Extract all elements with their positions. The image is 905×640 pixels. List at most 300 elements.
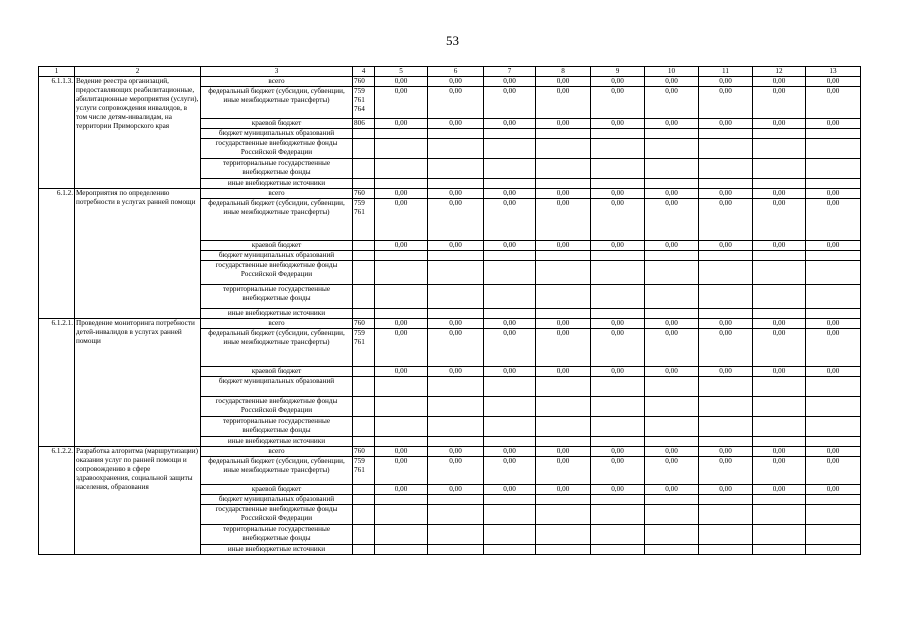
value-cell — [645, 261, 699, 285]
value-cell: 0,00 — [428, 447, 484, 457]
source-other: иные внебюджетные источники — [201, 545, 353, 555]
value-cell — [536, 377, 591, 397]
budget-code: 760 — [353, 189, 375, 199]
budget-code: 806 — [353, 119, 375, 129]
header-cell-11: 11 — [699, 67, 753, 77]
value-cell: 0,00 — [375, 319, 428, 329]
budget-code: 759 761 — [353, 199, 375, 241]
value-cell — [536, 505, 591, 525]
source-state-funds: государственные внебюджетные фонды Российской Федерации — [201, 397, 353, 417]
value-cell: 0,00 — [699, 87, 753, 119]
source-municipal: бюджет муниципальных образований — [201, 495, 353, 505]
value-cell — [375, 495, 428, 505]
value-cell — [428, 437, 484, 447]
value-cell: 0,00 — [428, 119, 484, 129]
value-cell — [428, 505, 484, 525]
budget-code — [353, 139, 375, 159]
value-cell — [484, 285, 536, 309]
source-terr-funds: территориальные государственные внебюджетные фонды — [201, 285, 353, 309]
value-cell: 0,00 — [484, 77, 536, 87]
value-cell — [591, 495, 645, 505]
header-row — [39, 67, 861, 77]
value-cell: 0,00 — [753, 319, 806, 329]
source-regional: краевой бюджет — [201, 485, 353, 495]
budget-code — [353, 309, 375, 319]
value-cell: 0,00 — [645, 485, 699, 495]
budget-code — [353, 261, 375, 285]
value-cell — [753, 261, 806, 285]
value-cell: 0,00 — [536, 367, 591, 377]
value-cell — [591, 159, 645, 179]
value-cell — [484, 261, 536, 285]
value-cell: 0,00 — [591, 87, 645, 119]
value-cell — [536, 129, 591, 139]
value-cell: 0,00 — [806, 87, 861, 119]
value-cell — [375, 251, 428, 261]
value-cell — [484, 139, 536, 159]
source-terr-funds: территориальные государственные внебюджетные фонды — [201, 417, 353, 437]
value-cell: 0,00 — [536, 87, 591, 119]
value-cell — [591, 505, 645, 525]
value-cell: 0,00 — [484, 319, 536, 329]
value-cell: 0,00 — [484, 241, 536, 251]
value-cell: 0,00 — [806, 367, 861, 377]
value-cell: 0,00 — [428, 87, 484, 119]
source-federal: федеральный бюджет (субсидии, субвенции, иные межбюджетные трансферты) — [201, 199, 353, 241]
value-cell — [699, 129, 753, 139]
value-cell: 0,00 — [375, 485, 428, 495]
value-cell: 0,00 — [591, 485, 645, 495]
value-cell: 0,00 — [428, 329, 484, 367]
source-municipal: бюджет муниципальных образований — [201, 377, 353, 397]
value-cell — [591, 251, 645, 261]
page-number: 53 — [446, 33, 459, 48]
value-cell — [591, 377, 645, 397]
value-cell — [806, 251, 861, 261]
header-cell-7: 7 — [484, 67, 536, 77]
value-cell: 0,00 — [645, 329, 699, 367]
header-cell-8: 8 — [536, 67, 591, 77]
value-cell — [591, 397, 645, 417]
budget-code — [353, 159, 375, 179]
value-cell — [484, 525, 536, 545]
value-cell — [699, 417, 753, 437]
value-cell — [375, 129, 428, 139]
value-cell — [591, 525, 645, 545]
section-id: 6.1.2.2. — [39, 447, 75, 555]
value-cell — [806, 437, 861, 447]
value-cell — [645, 251, 699, 261]
value-cell — [806, 179, 861, 189]
value-cell — [806, 495, 861, 505]
header-cell-1: 1 — [39, 67, 75, 77]
value-cell — [806, 417, 861, 437]
header-cell-6: 6 — [428, 67, 484, 77]
value-cell — [699, 397, 753, 417]
value-cell — [428, 129, 484, 139]
value-cell — [645, 397, 699, 417]
value-cell — [591, 179, 645, 189]
value-cell — [806, 285, 861, 309]
budget-code — [353, 437, 375, 447]
value-cell — [428, 251, 484, 261]
budget-code — [353, 397, 375, 417]
value-cell — [806, 139, 861, 159]
source-total: всего — [201, 319, 353, 329]
value-cell: 0,00 — [484, 199, 536, 241]
value-cell: 0,00 — [428, 367, 484, 377]
value-cell: 0,00 — [806, 119, 861, 129]
value-cell — [375, 545, 428, 555]
value-cell — [699, 495, 753, 505]
table-row — [39, 319, 861, 329]
source-state-funds: государственные внебюджетные фонды Российской Федерации — [201, 505, 353, 525]
value-cell — [536, 179, 591, 189]
source-municipal: бюджет муниципальных образований — [201, 251, 353, 261]
value-cell — [806, 261, 861, 285]
budget-table — [38, 66, 861, 555]
value-cell — [699, 139, 753, 159]
source-state-funds: государственные внебюджетные фонды Российской Федерации — [201, 139, 353, 159]
value-cell — [428, 495, 484, 505]
value-cell: 0,00 — [699, 241, 753, 251]
value-cell: 0,00 — [591, 77, 645, 87]
value-cell: 0,00 — [375, 241, 428, 251]
value-cell — [375, 261, 428, 285]
source-regional: краевой бюджет — [201, 119, 353, 129]
value-cell: 0,00 — [536, 119, 591, 129]
value-cell: 0,00 — [645, 457, 699, 485]
value-cell: 0,00 — [536, 77, 591, 87]
value-cell — [753, 505, 806, 525]
value-cell — [645, 179, 699, 189]
value-cell — [753, 251, 806, 261]
value-cell — [699, 525, 753, 545]
header-cell-5: 5 — [375, 67, 428, 77]
value-cell: 0,00 — [428, 77, 484, 87]
value-cell: 0,00 — [536, 329, 591, 367]
source-federal: федеральный бюджет (субсидии, субвенции, иные межбюджетные трансферты) — [201, 457, 353, 485]
value-cell — [591, 129, 645, 139]
value-cell — [536, 159, 591, 179]
budget-code — [353, 179, 375, 189]
value-cell — [645, 285, 699, 309]
value-cell — [536, 545, 591, 555]
section-id: 6.1.2. — [39, 189, 75, 319]
value-cell: 0,00 — [753, 457, 806, 485]
value-cell — [645, 377, 699, 397]
value-cell — [484, 505, 536, 525]
value-cell: 0,00 — [536, 447, 591, 457]
source-terr-funds: территориальные государственные внебюджетные фонды — [201, 525, 353, 545]
value-cell: 0,00 — [536, 457, 591, 485]
value-cell: 0,00 — [591, 119, 645, 129]
value-cell — [699, 159, 753, 179]
value-cell — [699, 251, 753, 261]
value-cell: 0,00 — [536, 485, 591, 495]
budget-code: 759 761 — [353, 329, 375, 367]
budget-code: 759 761 764 — [353, 87, 375, 119]
value-cell: 0,00 — [806, 199, 861, 241]
value-cell: 0,00 — [428, 241, 484, 251]
value-cell — [699, 545, 753, 555]
value-cell — [428, 545, 484, 555]
value-cell — [484, 251, 536, 261]
value-cell — [645, 525, 699, 545]
value-cell — [753, 129, 806, 139]
value-cell — [536, 251, 591, 261]
value-cell — [699, 505, 753, 525]
value-cell: 0,00 — [806, 485, 861, 495]
table-row — [39, 77, 861, 87]
value-cell: 0,00 — [699, 447, 753, 457]
value-cell: 0,00 — [591, 329, 645, 367]
value-cell: 0,00 — [753, 87, 806, 119]
value-cell — [699, 179, 753, 189]
value-cell: 0,00 — [645, 77, 699, 87]
value-cell: 0,00 — [753, 367, 806, 377]
header-cell-9: 9 — [591, 67, 645, 77]
value-cell — [753, 179, 806, 189]
value-cell: 0,00 — [484, 87, 536, 119]
value-cell — [428, 159, 484, 179]
value-cell — [753, 139, 806, 159]
value-cell — [591, 261, 645, 285]
value-cell: 0,00 — [591, 241, 645, 251]
value-cell — [591, 309, 645, 319]
value-cell — [753, 377, 806, 397]
value-cell — [536, 417, 591, 437]
value-cell: 0,00 — [375, 119, 428, 129]
source-state-funds: государственные внебюджетные фонды Российской Федерации — [201, 261, 353, 285]
value-cell — [428, 309, 484, 319]
value-cell: 0,00 — [375, 189, 428, 199]
value-cell — [375, 179, 428, 189]
value-cell — [428, 139, 484, 159]
value-cell: 0,00 — [375, 457, 428, 485]
value-cell: 0,00 — [699, 199, 753, 241]
value-cell — [806, 545, 861, 555]
value-cell — [375, 505, 428, 525]
value-cell — [753, 397, 806, 417]
value-cell: 0,00 — [699, 319, 753, 329]
value-cell — [806, 159, 861, 179]
value-cell — [484, 417, 536, 437]
value-cell: 0,00 — [536, 319, 591, 329]
value-cell: 0,00 — [699, 77, 753, 87]
table-row — [39, 189, 861, 199]
budget-code — [353, 525, 375, 545]
value-cell: 0,00 — [753, 485, 806, 495]
budget-code: 760 — [353, 319, 375, 329]
value-cell — [536, 309, 591, 319]
budget-code — [353, 495, 375, 505]
value-cell — [375, 397, 428, 417]
value-cell: 0,00 — [484, 485, 536, 495]
header-cell-3: 3 — [201, 67, 353, 77]
budget-code — [353, 417, 375, 437]
value-cell — [806, 525, 861, 545]
value-cell — [645, 545, 699, 555]
source-other: иные внебюджетные источники — [201, 309, 353, 319]
value-cell — [428, 179, 484, 189]
value-cell: 0,00 — [645, 447, 699, 457]
value-cell — [536, 437, 591, 447]
value-cell — [753, 309, 806, 319]
source-municipal: бюджет муниципальных образований — [201, 129, 353, 139]
value-cell: 0,00 — [375, 199, 428, 241]
value-cell: 0,00 — [645, 87, 699, 119]
value-cell — [806, 129, 861, 139]
value-cell — [753, 437, 806, 447]
value-cell: 0,00 — [753, 329, 806, 367]
value-cell: 0,00 — [536, 189, 591, 199]
value-cell: 0,00 — [699, 329, 753, 367]
value-cell — [591, 285, 645, 309]
value-cell: 0,00 — [484, 367, 536, 377]
value-cell — [484, 397, 536, 417]
value-cell: 0,00 — [699, 457, 753, 485]
source-total: всего — [201, 447, 353, 457]
value-cell: 0,00 — [375, 367, 428, 377]
value-cell — [645, 495, 699, 505]
value-cell: 0,00 — [806, 329, 861, 367]
value-cell: 0,00 — [806, 77, 861, 87]
value-cell — [428, 377, 484, 397]
source-federal: федеральный бюджет (субсидии, субвенции, иные межбюджетные трансферты) — [201, 87, 353, 119]
value-cell — [645, 505, 699, 525]
budget-code — [353, 367, 375, 377]
value-cell: 0,00 — [753, 447, 806, 457]
value-cell: 0,00 — [484, 329, 536, 367]
section-name: Проведение мониторинга потребности детей-инвалидов в услугах ранней помощи — [75, 319, 201, 447]
value-cell — [484, 495, 536, 505]
budget-code: 760 — [353, 447, 375, 457]
value-cell — [753, 495, 806, 505]
value-cell — [375, 417, 428, 437]
value-cell — [591, 417, 645, 437]
value-cell: 0,00 — [375, 447, 428, 457]
value-cell — [699, 437, 753, 447]
value-cell: 0,00 — [753, 241, 806, 251]
value-cell — [699, 285, 753, 309]
value-cell — [536, 495, 591, 505]
value-cell: 0,00 — [428, 457, 484, 485]
value-cell: 0,00 — [645, 189, 699, 199]
value-cell: 0,00 — [753, 119, 806, 129]
value-cell — [591, 545, 645, 555]
value-cell — [645, 139, 699, 159]
budget-code — [353, 251, 375, 261]
value-cell: 0,00 — [645, 241, 699, 251]
budget-code — [353, 285, 375, 309]
header-cell-2: 2 — [75, 67, 201, 77]
value-cell — [428, 285, 484, 309]
header-cell-13: 13 — [806, 67, 861, 77]
value-cell — [806, 397, 861, 417]
value-cell — [484, 309, 536, 319]
value-cell — [536, 525, 591, 545]
value-cell: 0,00 — [484, 189, 536, 199]
value-cell: 0,00 — [753, 77, 806, 87]
value-cell: 0,00 — [591, 447, 645, 457]
value-cell — [645, 309, 699, 319]
value-cell — [428, 261, 484, 285]
value-cell: 0,00 — [428, 319, 484, 329]
value-cell — [375, 309, 428, 319]
value-cell — [536, 261, 591, 285]
value-cell — [591, 139, 645, 159]
section-id: 6.1.1.3. — [39, 77, 75, 189]
value-cell — [428, 397, 484, 417]
value-cell — [753, 159, 806, 179]
value-cell — [806, 309, 861, 319]
section-id: 6.1.2.1. — [39, 319, 75, 447]
value-cell — [753, 285, 806, 309]
value-cell — [428, 417, 484, 437]
value-cell — [645, 437, 699, 447]
source-regional: краевой бюджет — [201, 241, 353, 251]
value-cell — [591, 437, 645, 447]
value-cell: 0,00 — [375, 87, 428, 119]
value-cell — [645, 129, 699, 139]
value-cell — [699, 261, 753, 285]
value-cell: 0,00 — [591, 189, 645, 199]
header-cell-4: 4 — [353, 67, 375, 77]
value-cell: 0,00 — [591, 319, 645, 329]
value-cell: 0,00 — [806, 241, 861, 251]
value-cell: 0,00 — [536, 199, 591, 241]
source-total: всего — [201, 189, 353, 199]
value-cell — [753, 525, 806, 545]
budget-code — [353, 505, 375, 525]
value-cell — [806, 377, 861, 397]
value-cell: 0,00 — [484, 447, 536, 457]
section-name: Разработка алгоритма (маршрутизации) оказания услуг по ранней помощи и сопровождению в сфере здравоохранения, социальной защиты населения, образования — [75, 447, 201, 555]
value-cell: 0,00 — [645, 319, 699, 329]
table-row — [39, 447, 861, 457]
header-cell-10: 10 — [645, 67, 699, 77]
budget-code — [353, 129, 375, 139]
value-cell — [699, 309, 753, 319]
value-cell: 0,00 — [806, 457, 861, 485]
value-cell — [375, 377, 428, 397]
value-cell: 0,00 — [591, 367, 645, 377]
value-cell — [375, 437, 428, 447]
value-cell: 0,00 — [484, 457, 536, 485]
value-cell: 0,00 — [428, 485, 484, 495]
value-cell: 0,00 — [753, 189, 806, 199]
value-cell: 0,00 — [645, 119, 699, 129]
value-cell: 0,00 — [375, 77, 428, 87]
source-regional: краевой бюджет — [201, 367, 353, 377]
value-cell — [484, 377, 536, 397]
budget-code — [353, 545, 375, 555]
value-cell — [375, 525, 428, 545]
value-cell — [536, 285, 591, 309]
value-cell — [484, 179, 536, 189]
value-cell: 0,00 — [591, 457, 645, 485]
value-cell: 0,00 — [591, 199, 645, 241]
source-terr-funds: территориальные государственные внебюджетные фонды — [201, 159, 353, 179]
value-cell: 0,00 — [375, 329, 428, 367]
value-cell — [645, 417, 699, 437]
source-federal: федеральный бюджет (субсидии, субвенции, иные межбюджетные трансферты) — [201, 329, 353, 367]
value-cell: 0,00 — [806, 447, 861, 457]
value-cell: 0,00 — [699, 485, 753, 495]
value-cell — [753, 545, 806, 555]
value-cell — [428, 525, 484, 545]
